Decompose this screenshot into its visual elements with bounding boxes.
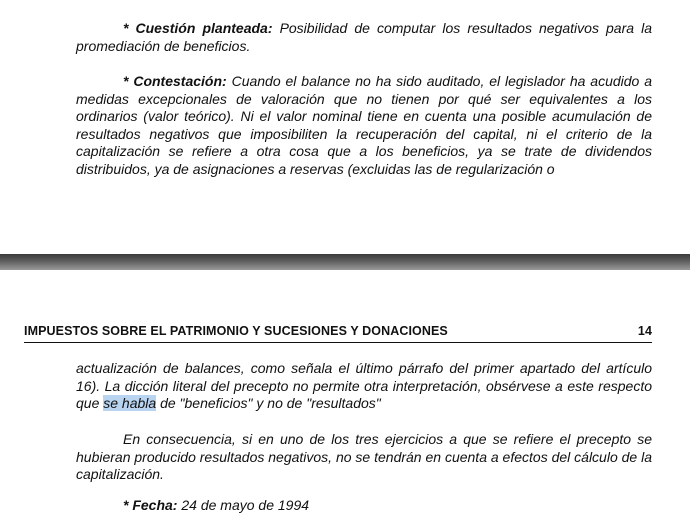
continuation-text-after: de "beneficios" y no de "resultados" bbox=[156, 395, 381, 412]
answer-label: * Contestación: bbox=[123, 73, 227, 89]
continuation-paragraph bbox=[76, 360, 652, 413]
date-label: * Fecha: bbox=[123, 497, 178, 513]
date-value: 24 de mayo de 1994 bbox=[181, 497, 310, 513]
question-text: Posibilidad de computar los resultados negativos para la promediación de beneficios. bbox=[76, 20, 652, 54]
answer-text: Cuando el balance no ha sido auditado, el legislador ha acudido a medidas excepcionales de valoración que no tienen por qué ser equivalentes a los ordinarios (valor teórico). Ni el valor nominal tiene en cuenta una posible acumulación de resultados negativos que imposibiliten la recuperación del capital, ni el criterio de la capitalización se refiere a otra cosa que a los beneficios, ya se trate de dividendos distribuidos, ya de asignaciones a reservas (excluidas las de regularización o bbox=[76, 73, 652, 177]
page-separator bbox=[0, 254, 690, 270]
page-number: 14 bbox=[637, 324, 652, 338]
question-label: * Cuestión planteada: bbox=[123, 20, 273, 36]
date-paragraph bbox=[76, 497, 652, 515]
continuation-text-before: actualización de balances, como señala el último párrafo del primer apartado del artículo 16). La dicción literal del precepto no permite otra interpretación, obsérvese a este respecto que bbox=[76, 360, 652, 412]
selected-text[interactable]: se habla bbox=[103, 395, 157, 412]
running-header bbox=[24, 324, 652, 343]
header-title: IMPUESTOS SOBRE EL PATRIMONIO Y SUCESIONES Y DONACIONES bbox=[24, 324, 448, 338]
document-page-bottom bbox=[0, 270, 690, 529]
question-paragraph bbox=[76, 20, 652, 55]
answer-paragraph bbox=[76, 73, 652, 179]
document-page-top bbox=[0, 0, 690, 254]
consequence-paragraph: En consecuencia, si en uno de los tres ejercicios a que se refiere el precepto se hubieran producido resultados negativos, no se tendrán en cuenta a efectos del cálculo de la capitalización. bbox=[76, 431, 652, 483]
